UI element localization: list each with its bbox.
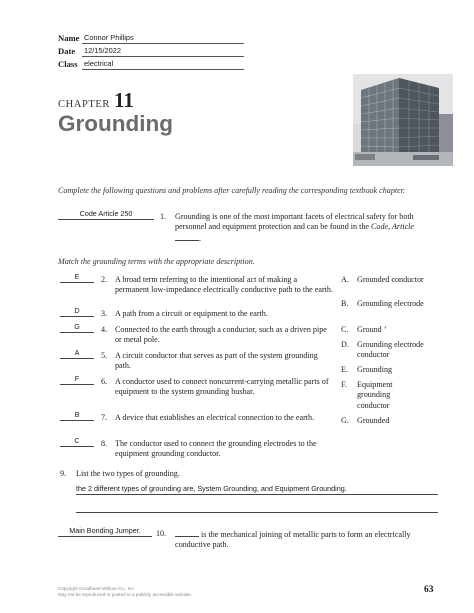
q5-text: A circuit conductor that serves as part of the system grounding path. xyxy=(115,351,318,371)
q9-answer-line-2[interactable] xyxy=(76,502,438,513)
q7-answer-field[interactable] xyxy=(60,410,94,421)
class-value: electrical xyxy=(84,59,114,68)
chapter-heading xyxy=(58,88,134,113)
q1-number: 1. xyxy=(160,212,167,221)
option-b-letter: B. xyxy=(341,299,349,308)
q4-answer-field[interactable] xyxy=(60,322,94,333)
q10-text xyxy=(175,529,437,551)
q7-answer: B xyxy=(74,410,80,419)
q2-answer: E xyxy=(74,272,80,281)
q5-answer-field[interactable] xyxy=(60,348,94,359)
option-c-letter: C. xyxy=(341,325,349,334)
building-photo xyxy=(353,74,453,166)
q1-text-before: Grounding is one of the most important facets of electrical safety for both personnel and equipment protection and can be found in the xyxy=(175,212,414,232)
option-f-text: Equipment grounding conductor xyxy=(357,380,393,410)
q3-text: A path from a circuit or equipment to the earth. xyxy=(115,309,268,318)
intro-instructions: Complete the following questions and problems after carefully reading the corresponding textbook chapter. xyxy=(58,186,406,195)
name-field[interactable] xyxy=(82,33,244,44)
q9-text: List the two types of grounding. xyxy=(76,469,180,478)
option-d-text: Grounding electrode conductor xyxy=(357,340,424,360)
chapter-word: CHAPTER xyxy=(58,99,111,110)
option-f-letter: F. xyxy=(341,380,347,389)
q6-number: 6. xyxy=(101,377,108,386)
q1-answer: Code Article 250 xyxy=(79,209,133,218)
q1-answer-field[interactable] xyxy=(58,209,154,220)
chapter-number: 11 xyxy=(114,88,134,112)
q10-answer: Main Bonding Jumper. xyxy=(69,526,141,535)
option-g-text: Grounded xyxy=(357,416,390,425)
q9-answer: the 2 different types of grounding are, System Grounding, and Equipment Grounding. xyxy=(76,484,347,493)
q5-number: 5. xyxy=(101,351,108,360)
footer-copyright: Copyright Goodheart-Willcox Co., Inc. xyxy=(58,586,136,591)
q5-answer: A xyxy=(74,348,80,357)
q9-number: 9. xyxy=(60,469,67,478)
q8-number: 8. xyxy=(101,439,108,448)
option-g-letter: G. xyxy=(341,416,349,425)
q4-answer: G xyxy=(74,322,80,331)
q10-number: 10. xyxy=(156,529,167,538)
q1-text-after: . xyxy=(199,233,202,243)
date-label: Date xyxy=(58,46,76,56)
q3-answer-field[interactable] xyxy=(60,306,94,317)
q8-text: The conductor used to connect the grounding electrodes to the equipment grounding conductor. xyxy=(115,439,317,459)
name-label: Name xyxy=(58,33,80,43)
q10-text-after: is the mechanical joining of metallic parts to form an electrically conductive path. xyxy=(175,530,411,550)
q9-answer-field[interactable] xyxy=(76,484,438,495)
q2-answer-field[interactable] xyxy=(60,272,94,283)
page-number: 63 xyxy=(424,585,434,595)
option-a-letter: A. xyxy=(341,275,349,284)
q1-inline-blank xyxy=(175,233,202,243)
class-label: Class xyxy=(58,59,78,69)
q4-number: 4. xyxy=(101,325,108,334)
q6-text: A conductor used to connect noncurrent-carrying metallic parts of equipment to the system grounding busbar. xyxy=(115,377,329,397)
option-e-text: Grounding xyxy=(357,365,393,374)
class-field[interactable] xyxy=(82,59,244,70)
name-value: Connor Phillips xyxy=(84,33,134,42)
q6-answer: F xyxy=(74,374,80,383)
date-value: 12/15/2022 xyxy=(84,46,121,55)
q7-number: 7. xyxy=(101,413,108,422)
option-b-text: Grounding electrode xyxy=(357,299,424,308)
q6-answer-field[interactable] xyxy=(60,374,94,385)
matching-instructions: Match the grounding terms with the appropriate description. xyxy=(58,257,255,266)
q10-inline-blank xyxy=(175,529,199,537)
q4-text: Connected to the earth through a conductor, such as a driven pipe or metal pole. xyxy=(115,325,327,345)
q3-number: 3. xyxy=(101,309,108,318)
option-d-letter: D. xyxy=(341,340,349,349)
q8-answer-field[interactable] xyxy=(60,436,94,447)
footer-reproduction: May not be reproduced or posted to a publicly accessible website. xyxy=(58,592,193,598)
option-a-text: Grounded conductor xyxy=(357,275,424,284)
option-e-letter: E. xyxy=(341,365,348,374)
q10-answer-field[interactable] xyxy=(58,526,152,537)
q3-answer: D xyxy=(74,306,80,315)
q2-text: A broad term referring to the intentional act of making a permanent low-impedance electrically conductive path to the earth. xyxy=(115,275,333,295)
date-field[interactable] xyxy=(82,46,244,57)
option-c-text: Ground ’ xyxy=(357,325,387,334)
q1-text xyxy=(175,212,438,244)
q2-number: 2. xyxy=(101,275,108,284)
chapter-title: Grounding xyxy=(58,111,173,136)
q8-answer: C xyxy=(74,436,80,445)
q7-text: A device that establishes an electrical connection to the earth. xyxy=(115,413,315,422)
q1-text-italic: Code, Article xyxy=(371,222,415,232)
footer-notice xyxy=(58,586,192,598)
